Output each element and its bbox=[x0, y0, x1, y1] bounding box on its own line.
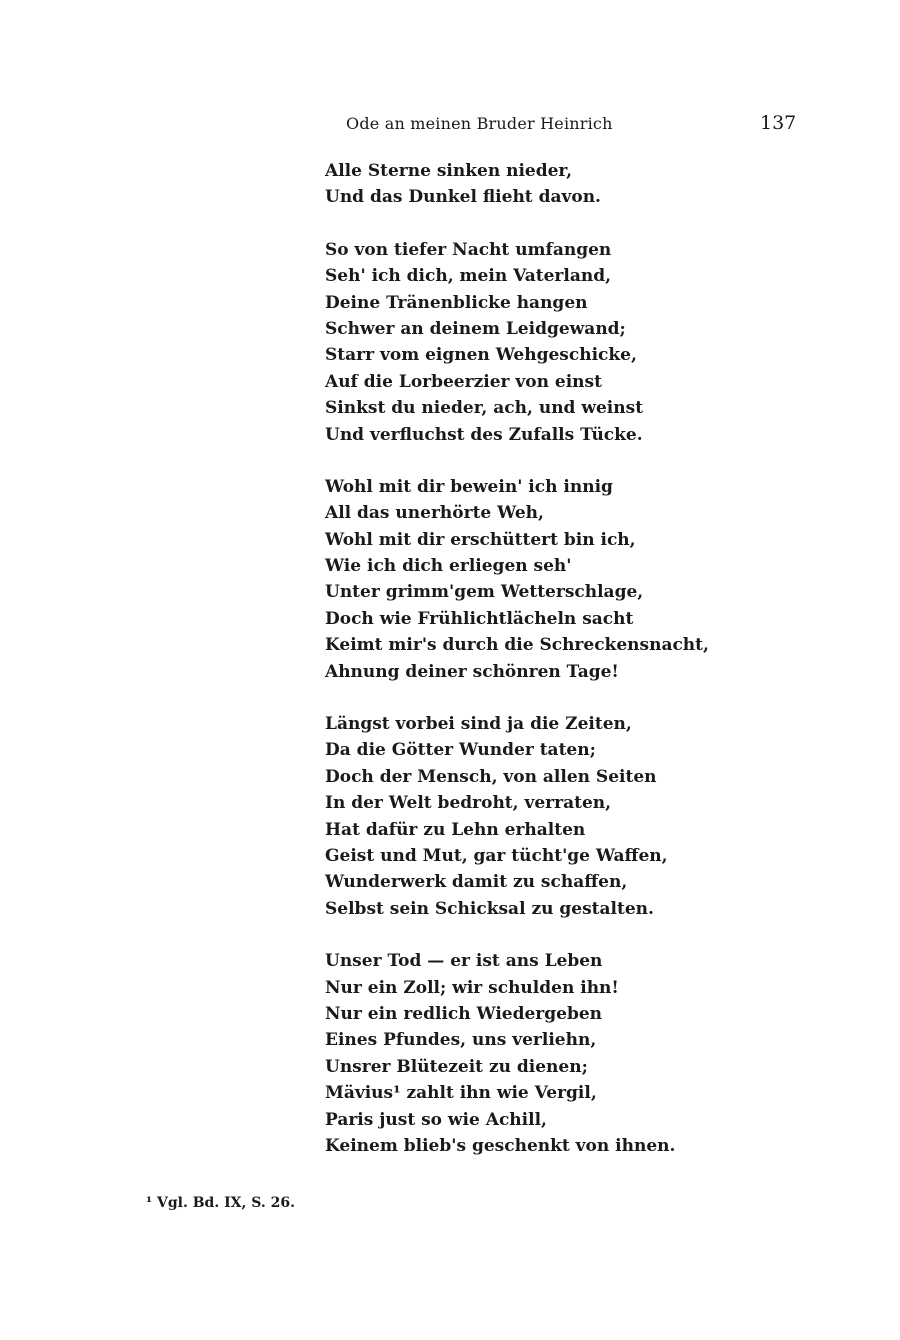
poem-line: Paris just so wie Achill, bbox=[325, 1109, 547, 1130]
poem-line: Auf die Lorbeerzier von einst bbox=[325, 371, 602, 392]
poem-line: Selbst sein Schicksal zu gestalten. bbox=[325, 898, 654, 919]
running-title: Ode an meinen Bruder Heinrich bbox=[346, 114, 613, 133]
poem-line: Starr vom eignen Wehgeschicke, bbox=[325, 345, 637, 366]
poem-line: All das unerhörte Weh, bbox=[325, 503, 544, 524]
poem-line: Ahnung deiner schönren Tage! bbox=[325, 661, 619, 682]
poem-line: Alle Sterne sinken nieder, bbox=[325, 161, 573, 181]
poem-line: Wohl mit dir erschüttert bin ich, bbox=[325, 529, 636, 550]
poem-line: Geist und Mut, gar tücht'ge Waffen, bbox=[325, 845, 668, 866]
poem-line: Deine Tränenblicke hangen bbox=[325, 292, 588, 313]
poem-line: Längst vorbei sind ja die Zeiten, bbox=[325, 714, 632, 735]
poem-line: Sinkst du nieder, ach, und weinst bbox=[325, 398, 644, 419]
poem-line: Nur ein Zoll; wir schulden ihn! bbox=[325, 977, 619, 998]
poem-line: Unsrer Blütezeit zu dienen; bbox=[325, 1056, 588, 1077]
poem-line: Eines Pfundes, uns verliehn, bbox=[325, 1030, 597, 1051]
stanza-4 bbox=[325, 711, 765, 922]
poem-line: In der Welt bedroht, verraten, bbox=[325, 793, 612, 814]
poem-line: Unser Tod — er ist ans Leben bbox=[325, 951, 603, 972]
poem-line: Doch der Mensch, von allen Seiten bbox=[325, 766, 657, 787]
stanza-3 bbox=[325, 474, 765, 685]
poem-line: Da die Götter Wunder taten; bbox=[325, 740, 596, 761]
stanza-5 bbox=[325, 948, 765, 1159]
poem-line: Schwer an deinem Leidgewand; bbox=[325, 318, 626, 339]
poem-line: Wohl mit dir bewein' ich innig bbox=[325, 476, 613, 497]
poem-line: So von tiefer Nacht umfangen bbox=[325, 239, 612, 260]
poem-line: Unter grimm'gem Wetterschlage, bbox=[325, 582, 644, 603]
poem-line: Wunderwerk damit zu schaffen, bbox=[325, 872, 628, 893]
poem-line: Seh' ich dich, mein Vaterland, bbox=[325, 266, 612, 287]
poem-line: Keinem blieb's geschenkt von ihnen. bbox=[325, 1135, 676, 1156]
stanza-1 bbox=[325, 158, 765, 211]
poem-line: Und das Dunkel flieht davon. bbox=[325, 187, 601, 208]
poem bbox=[325, 158, 765, 1185]
stanza-2 bbox=[325, 237, 765, 448]
page-number: 137 bbox=[760, 112, 797, 134]
poem-line: Wie ich dich erliegen seh' bbox=[325, 556, 572, 577]
poem-line: Hat dafür zu Lehn erhalten bbox=[325, 819, 586, 840]
poem-line: Keimt mir's durch die Schreckensnacht, bbox=[325, 635, 709, 656]
poem-line: Mävius¹ zahlt ihn wie Vergil, bbox=[325, 1083, 597, 1104]
poem-line: Nur ein redlich Wiedergeben bbox=[325, 1003, 603, 1024]
footnote: ¹ Vgl. Bd. IX, S. 26. bbox=[146, 1195, 295, 1211]
poem-line: Doch wie Frühlichtlächeln sacht bbox=[325, 608, 634, 629]
poem-line: Und verfluchst des Zufalls Tücke. bbox=[325, 424, 643, 445]
